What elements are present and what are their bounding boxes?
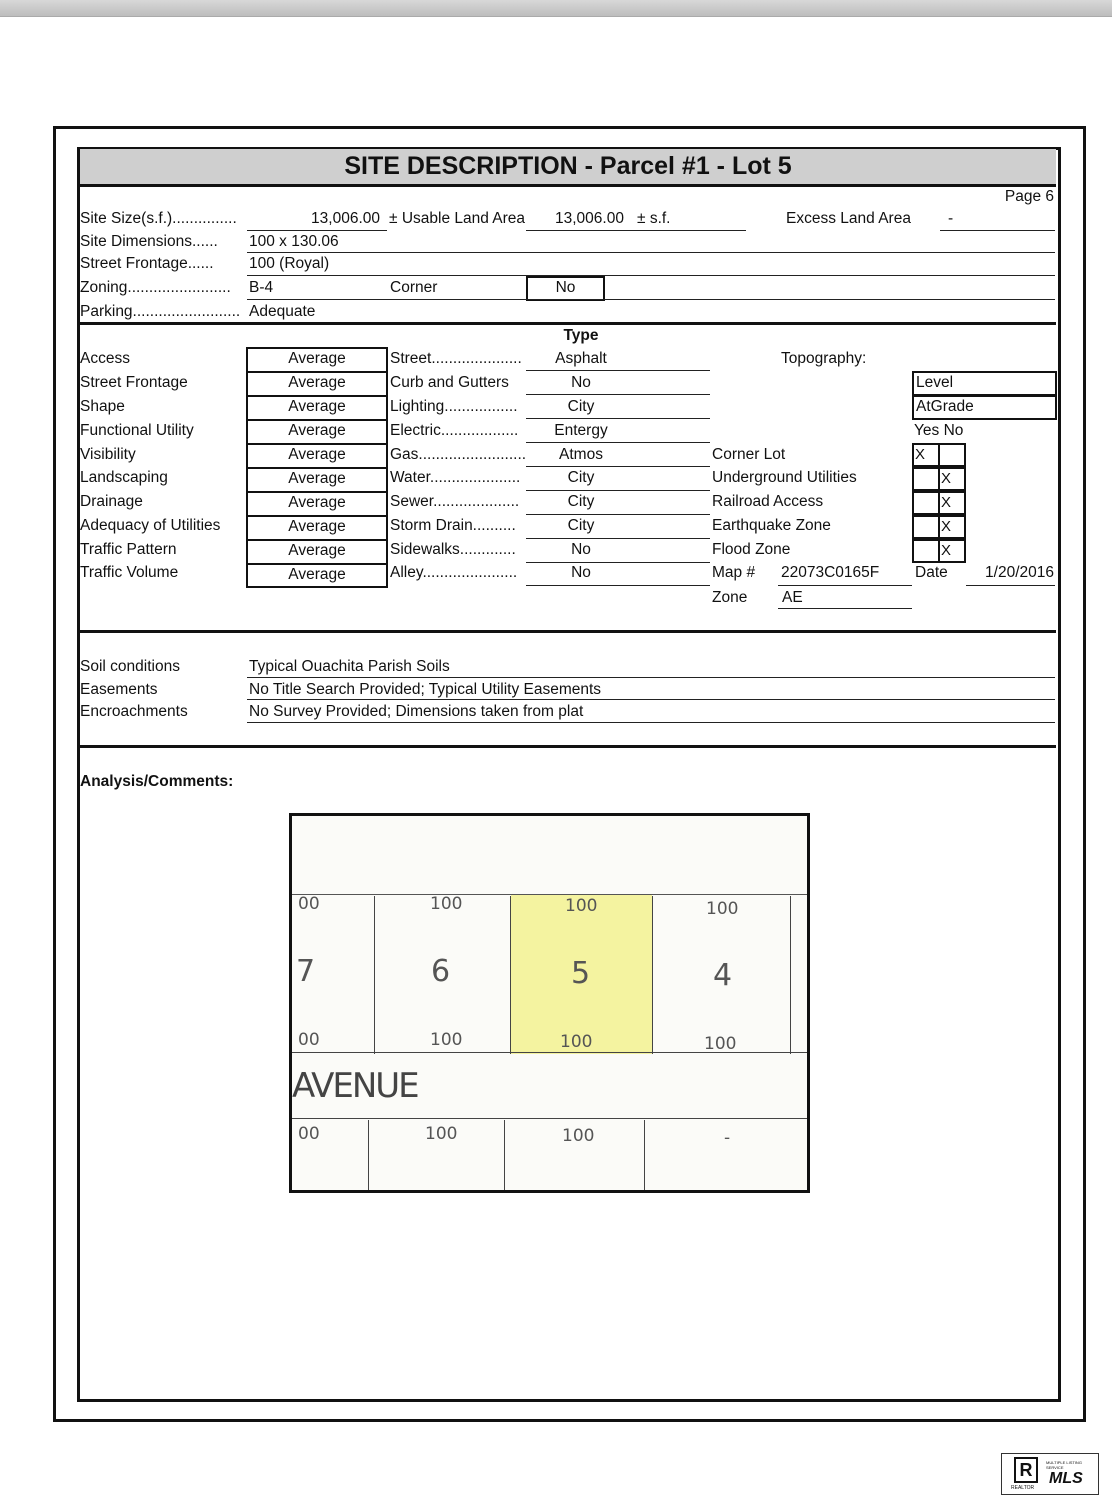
realtor-text: REALTOR [1011,1485,1035,1491]
mls-small-text: MULTIPLE LISTING SERVICE [1046,1460,1082,1470]
plat-lower-dim: 00 [298,1124,320,1144]
plat-lot-number: 4 [713,958,733,993]
utility-type: Asphalt [555,350,607,367]
encroachments-label: Encroachments [80,703,188,720]
plat-top-dim: 100 [430,894,463,914]
rating-label: Drainage [80,493,143,510]
feature-no-checkbox: X [938,467,966,491]
plat-lot-number: 7 [296,954,316,989]
topography-level: Level [912,371,1057,396]
parking-label: Parking......................... [80,303,241,320]
feature-label: Corner Lot [712,446,786,463]
mls-text: MLS [1049,1470,1083,1487]
plat-lower-dim: 100 [425,1124,458,1144]
utility-type: City [567,493,595,510]
utility-label: Street..................... [390,350,522,367]
rating-value: Average [246,539,388,563]
plat-lot-number: 6 [431,954,451,989]
plat-lower-dim: - [724,1128,731,1148]
feature-no-checkbox: X [938,491,966,515]
plat-bottom-dim: 100 [704,1034,737,1054]
utility-label: Water..................... [390,469,521,486]
utility-label: Sewer.................... [390,493,520,510]
utility-type: No [571,374,591,391]
site-dimensions-value: 100 x 130.06 [249,233,339,250]
utility-type: City [567,517,595,534]
zoning-value: B-4 [249,279,274,296]
page-number: Page 6 [1004,188,1054,205]
rating-value: Average [246,491,388,515]
site-dimensions-label: Site Dimensions...... [80,233,218,250]
feature-label: Underground Utilities [712,469,857,486]
plat-top-dim: 00 [298,894,320,914]
rating-value: Average [246,419,388,443]
utility-label: Sidewalks............. [390,541,516,558]
feature-yes-checkbox [912,539,940,563]
plat-street-name: AVENUE [292,1066,418,1106]
feature-no-checkbox: X [938,539,966,563]
site-size-value: 13,006.00 [311,210,380,227]
rating-label: Traffic Volume [80,564,179,581]
utility-type: City [567,469,595,486]
map-value: 22073C0165F [781,564,880,581]
top-bar [0,0,1112,17]
plat-bottom-dim: 00 [298,1030,320,1050]
usable-land-label: ± Usable Land Area [389,210,526,227]
utility-type: City [567,398,595,415]
utility-label: Gas......................... [390,446,527,463]
topography-label: Topography: [781,350,867,367]
yes-no-header: Yes No [914,422,964,439]
feature-no-checkbox [938,443,966,467]
plat-top-dim: 100 [706,899,739,919]
mls-logo [1001,1453,1099,1495]
utility-label: Lighting................. [390,398,518,415]
realtor-icon: R [1014,1457,1038,1483]
utility-type: No [571,541,591,558]
feature-yes-checkbox [912,515,940,539]
site-size-label: Site Size(s.f.)............... [80,210,237,227]
corner-label: Corner [390,279,438,296]
excess-land-label: Excess Land Area [786,210,911,227]
page-title: SITE DESCRIPTION - Parcel #1 - Lot 5 [80,149,1056,187]
rating-label: Access [80,350,130,367]
rating-label: Traffic Pattern [80,541,177,558]
rating-label: Street Frontage [80,374,188,391]
zone-label: Zone [712,589,748,606]
plat-lot-number: 5 [571,956,591,991]
encroachments-value: No Survey Provided; Dimensions taken from plat [249,703,584,720]
topography-grade: AtGrade [912,395,1057,420]
feature-label: Railroad Access [712,493,824,510]
street-frontage-value: 100 (Royal) [249,255,330,272]
rating-value: Average [246,395,388,419]
rating-value: Average [246,563,388,588]
plat-top-dim: 100 [565,896,598,916]
feature-yes-checkbox: X [912,443,940,467]
utility-label: Storm Drain.......... [390,517,516,534]
excess-land-value: - [948,210,954,227]
plat-bottom-dim: 100 [430,1030,463,1050]
corner-value: No [526,276,605,301]
date-label: Date [915,564,948,581]
utility-type: Entergy [554,422,608,439]
feature-label: Earthquake Zone [712,517,831,534]
feature-no-checkbox: X [938,515,966,539]
feature-yes-checkbox [912,467,940,491]
plat-lower-dim: 100 [562,1126,595,1146]
rating-value: Average [246,347,388,371]
zoning-label: Zoning........................ [80,279,231,296]
plat-bottom-dim: 100 [560,1032,593,1052]
map-label: Map # [712,564,756,581]
utility-label: Curb and Gutters [390,374,509,391]
soil-label: Soil conditions [80,658,180,675]
utility-label: Alley...................... [390,564,518,581]
feature-label: Flood Zone [712,541,791,558]
rating-value: Average [246,515,388,539]
utility-label: Electric.................. [390,422,519,439]
rating-label: Adequacy of Utilities [80,517,221,534]
utility-type: Atmos [559,446,603,463]
easements-value: No Title Search Provided; Typical Utility Easements [249,681,602,698]
date-value: 1/20/2016 [985,564,1054,581]
utility-type: No [571,564,591,581]
feature-yes-checkbox [912,491,940,515]
parking-value: Adequate [249,303,316,320]
type-header: Type [563,327,599,344]
usable-land-value: 13,006.00 [555,210,624,227]
easements-label: Easements [80,681,158,698]
street-frontage-label: Street Frontage...... [80,255,214,272]
rating-label: Visibility [80,446,136,463]
zone-value: AE [782,589,803,606]
rating-value: Average [246,467,388,491]
rating-label: Landscaping [80,469,168,486]
rating-label: Shape [80,398,125,415]
rating-label: Functional Utility [80,422,194,439]
plat-map [289,813,810,1193]
soil-value: Typical Ouachita Parish Soils [249,658,450,675]
rating-value: Average [246,443,388,467]
sf-unit: ± s.f. [637,210,671,227]
rating-value: Average [246,371,388,395]
analysis-label: Analysis/Comments: [80,773,234,790]
